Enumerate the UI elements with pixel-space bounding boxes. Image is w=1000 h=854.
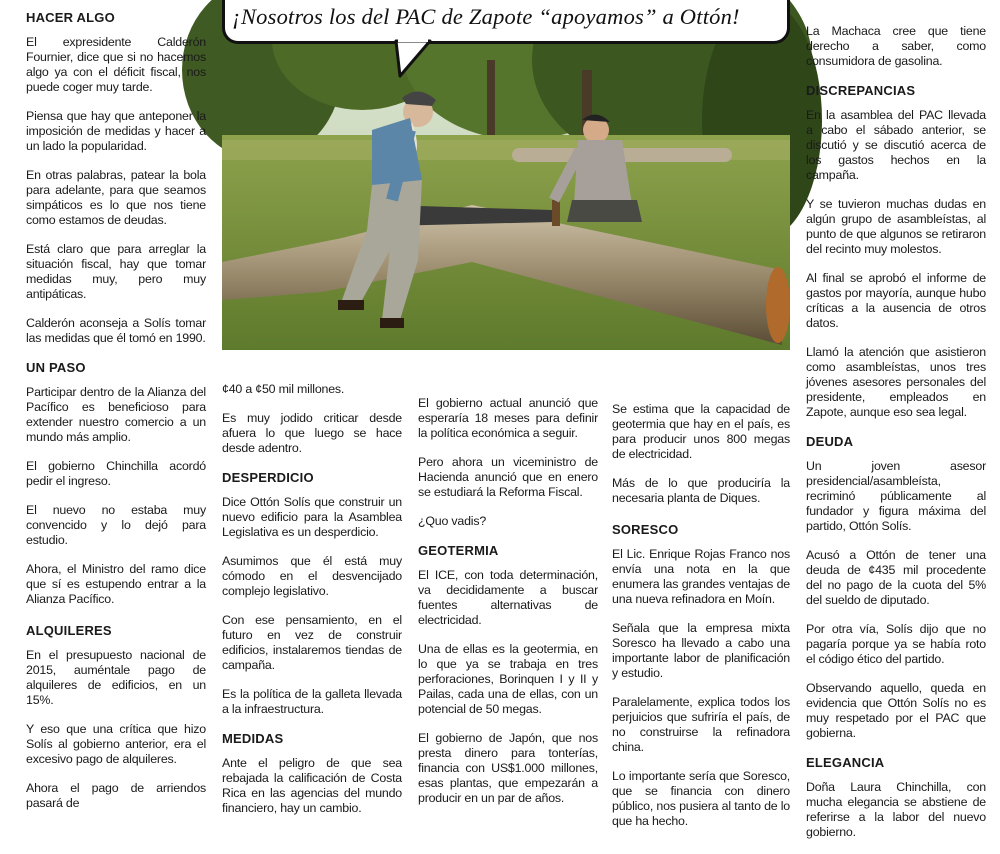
- paragraph: Participar dentro de la Alianza del Pacífico es beneficioso para extender nuestro comercio a un mundo más amplio.: [26, 385, 206, 444]
- paragraph: El gobierno Chinchilla acordó pedir el ingreso.: [26, 459, 206, 488]
- paragraph: El gobierno actual anunció que esperaría 18 meses para definir la política económica a seguir.: [418, 396, 598, 440]
- paragraph: Es muy jodido criticar desde afuera lo que luego se hace desde adentro.: [222, 411, 402, 455]
- paragraph: El Lic. Enrique Rojas Franco nos envía una nota en la que enumera las grandes ventajas de una nueva refinadora en Moín.: [612, 547, 790, 606]
- column-3: [418, 396, 598, 820]
- paragraph: Ahora el pago de arriendos pasará de: [26, 781, 206, 810]
- paragraph: Paralelamente, explica todos los perjuicios que sufriría el país, de no construirse la refinadora china.: [612, 695, 790, 754]
- heading-deuda: DEUDA: [806, 434, 854, 449]
- paragraph: Con ese pensamiento, en el futuro en vez de construir edificios, instalaremos tiendas de campaña.: [222, 613, 402, 672]
- heading-hacer-algo: HACER ALGO: [26, 10, 115, 25]
- paragraph: Por otra vía, Solís dijo que no pagaría porque ya se había roto el código ético del partido.: [806, 622, 986, 666]
- paragraph: En el presupuesto nacional de 2015, auméntale pago de alquileres de edificios, en un 15%.: [26, 648, 206, 707]
- heading-desperdicio: DESPERDICIO: [222, 470, 314, 485]
- paragraph: Acusó a Ottón de tener una deuda de ¢435 mil procedente del no pago de la cuota del 5% del sueldo de diputado.: [806, 548, 986, 607]
- paragraph: Dice Ottón Solís que construir un nuevo edificio para la Asamblea Legislativa es un desperdicio.: [222, 495, 402, 539]
- paragraph: Señala que la empresa mixta Soresco ha llevado a cabo una importante labor de planificación y estudio.: [612, 621, 790, 680]
- heading-discrepancias: DISCREPANCIAS: [806, 83, 916, 98]
- paragraph: Lo importante sería que Soresco, que se financia con dinero público, nos pusiera al tanto de lo que ha hecho.: [612, 769, 790, 828]
- paragraph: Calderón aconseja a Solís tomar las medidas que él tomó en 1990.: [26, 316, 206, 345]
- column-4: [612, 402, 790, 843]
- paragraph: Doña Laura Chinchilla, con mucha elegancia se abstiene de referirse a la labor del nuevo gobierno.: [806, 780, 986, 839]
- column-1: [26, 10, 206, 825]
- paragraph: Ahora, el Ministro del ramo dice que sí es estupendo entrar a la Alianza Pacífico.: [26, 562, 206, 606]
- paragraph: El gobierno de Japón, que nos presta dinero para tonterías, financia con US$1.000 millones, esas plantas, que empezarán a producir en un par de años.: [418, 731, 598, 805]
- paragraph: ¢40 a ¢50 mil millones.: [222, 382, 345, 396]
- paragraph: Piensa que hay que anteponer la imposición de medidas y hacer a un lado la popularidad.: [26, 109, 206, 153]
- speech-bubble-text: ¡Nosotros los del PAC de Zapote “apoyamos” a Ottón!: [232, 4, 740, 29]
- paragraph: Una de ellas es la geotermia, en lo que ya se trabaja en tres perforaciones, Borinquen I y II y Pailas, cada una de ellas, con un potencial de 50 megas.: [418, 642, 598, 716]
- heading-alquileres: ALQUILERES: [26, 623, 112, 638]
- paragraph: ¿Quo vadis?: [418, 514, 487, 528]
- paragraph: Llamó la atención que asistieron como asambleístas, unos tres jóvenes asesores personales del presidente, empleados en Zapote, aunque eso sea legal.: [806, 345, 986, 419]
- paragraph: Está claro que para arreglar la situación fiscal, hay que tomar medidas muy, pero muy antipáticas.: [26, 242, 206, 301]
- heading-un-paso: UN PASO: [26, 360, 86, 375]
- paragraph: En la asamblea del PAC llevada a cabo el sábado anterior, se discutió y se discutió acerca de los gastos hechos en la campaña.: [806, 108, 986, 182]
- paragraph: Un joven asesor presidencial/asambleísta, recriminó públicamente al fundador y figura máxima del partido, Ottón Solís.: [806, 459, 986, 533]
- paragraph: Ante el peligro de que sea rebajada la calificación de Costa Rica en las agencias del mundo financiero, hay un cambio.: [222, 756, 402, 815]
- paragraph: El expresidente Calderón Fournier, dice que si no hacemos algo ya con el déficit fiscal, nos puede coger muy tarde.: [26, 35, 206, 94]
- paragraph: Y se tuvieron muchas dudas en algún grupo de asambleístas, al punto de que algunos se retiraron del recinto muy molestos.: [806, 197, 986, 256]
- heading-geotermia: GEOTERMIA: [418, 543, 499, 558]
- column-5: [806, 24, 986, 854]
- paragraph: El nuevo no estaba muy convencido y lo dejó para estudio.: [26, 503, 206, 547]
- paragraph: Y eso que una crítica que hizo Solís al gobierno anterior, era el excesivo pago de alquileres.: [26, 722, 206, 766]
- paragraph: Pero ahora un viceministro de Hacienda anunció que en enero se estudiará la Reforma Fiscal.: [418, 455, 598, 499]
- column-2: [222, 382, 402, 830]
- paragraph: La Machaca cree que tiene derecho a saber, como consumidora de gasolina.: [806, 24, 986, 68]
- paragraph: Asumimos que él está muy cómodo en el desvencijado complejo legislativo.: [222, 554, 402, 598]
- paragraph: En otras palabras, patear la bola para adelante, para que seamos simpáticos es lo que nos tiene como estamos de deudas.: [26, 168, 206, 227]
- paragraph: Es la política de la galleta llevada a la infraestructura.: [222, 687, 402, 716]
- heading-soresco: SORESCO: [612, 522, 679, 537]
- heading-elegancia: ELEGANCIA: [806, 755, 885, 770]
- paragraph: El ICE, con toda determinación, va decididamente a buscar fuentes alternativas de electricidad.: [418, 568, 598, 627]
- paragraph: Al final se aprobó el informe de gastos por mayoría, aunque hubo críticas a la ausencia de otros datos.: [806, 271, 986, 330]
- paragraph: Se estima que la capacidad de geotermia que hay en el país, es para producir unos 800 megas de electricidad.: [612, 402, 790, 461]
- paragraph: Observando aquello, queda en evidencia que Ottón Solís no es muy respetado por el PAC que gobierna.: [806, 681, 986, 740]
- paragraph: Más de lo que produciría la necesaria planta de Diques.: [612, 476, 790, 505]
- heading-medidas: MEDIDAS: [222, 731, 284, 746]
